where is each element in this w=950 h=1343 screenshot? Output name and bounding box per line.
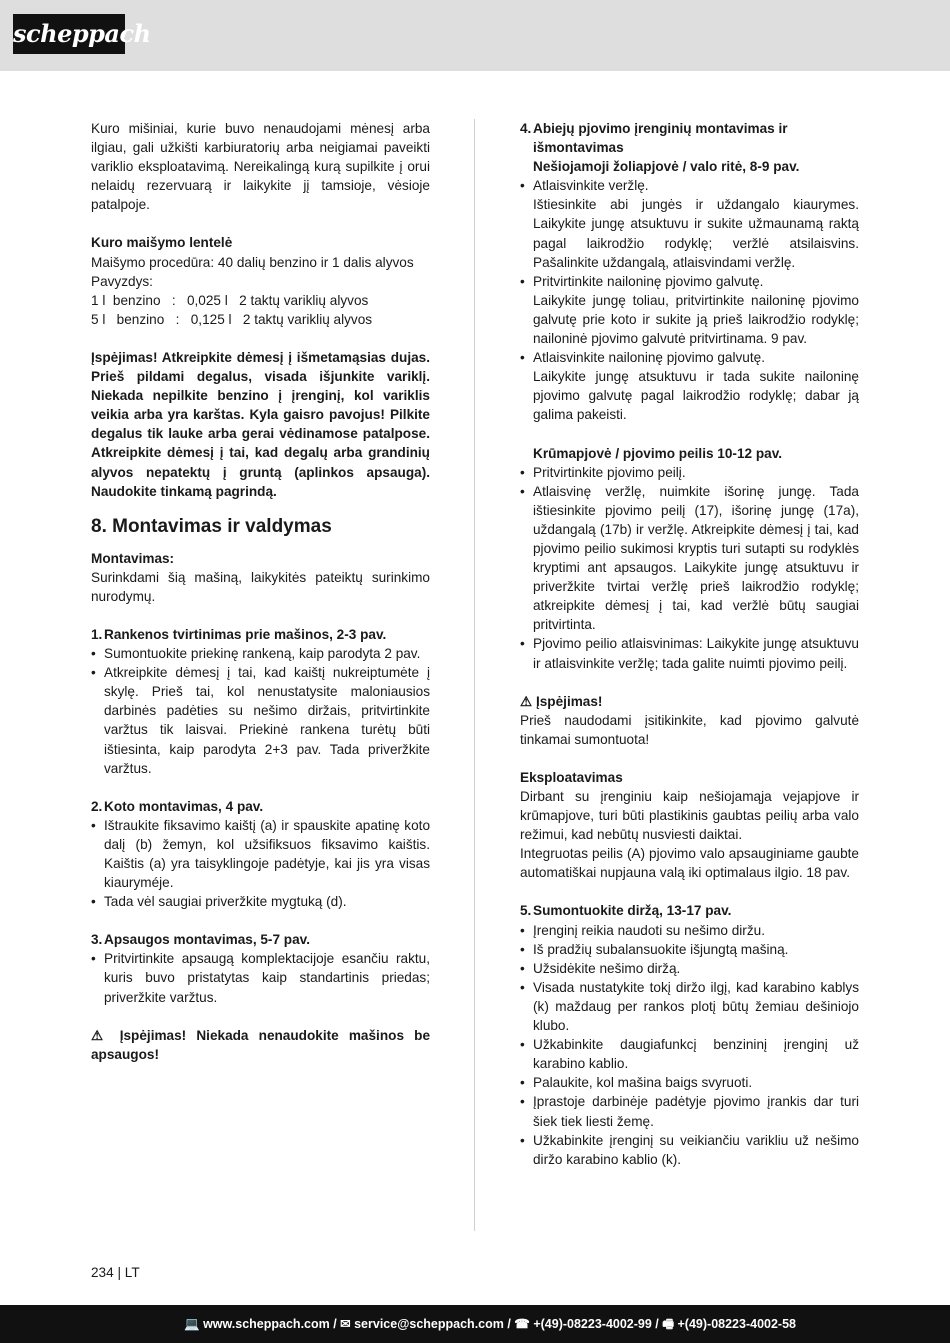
list-item: • Įrenginį reikia naudoti su nešimo diržu.	[520, 922, 765, 938]
mix-procedure: Maišymo procedūra: 40 dalių benzino ir 1 dalis alyvos	[91, 254, 414, 270]
step-title: Koto montavimas, 4 pav.	[104, 798, 264, 814]
page-header	[0, 0, 950, 71]
step-2-heading	[91, 797, 430, 816]
step-number: 4.	[520, 121, 532, 136]
step-5-heading	[520, 901, 859, 920]
list-item: • Atlaisvinkite nailoninę pjovimo galvutę.	[520, 350, 765, 366]
step-4-list-2	[520, 272, 859, 291]
eksploatavimas-text-1: Dirbant su įrenginiu kaip nešiojamąja vejapjove ir krūmapjove, turi būti plastikinis gaubtas peilių arba valo režimui, kad nebūtų nusviesti daiktai.	[520, 789, 859, 843]
list-item: • Atlaisvinkite veržlę.	[520, 178, 649, 194]
warning-text: Prieš naudodami įsitikinkite, kad pjovimo galvutė tinkamai sumontuota!	[520, 712, 859, 747]
warning-title: ⚠ Įspėjimas!	[520, 693, 603, 709]
list-item-detail: Ištiesinkite abi jungės ir uždangalo kiaurymes. Laikykite jungę atsuktuvu ir sukite užmaunamą raktą pagal laikrodžio rodyklę; veržlė atsilaisvins. Pašalinkite uždangalą, atlaisvindami veržlę.	[533, 197, 859, 270]
list-item: • Pritvirtinkite apsaugą komplektacijoje esančiu raktu, kuris buvo pristatytas kaip standartinis priedas; priveržkite varžtus.	[91, 951, 430, 1005]
page-separator: |	[117, 1265, 121, 1280]
list-item: • Atlaisvinę veržlę, nuimkite išorinę jungę. Tada ištiesinkite pjovimo peilį (17), išorinę jungę (17a), uždangalą (17b) ir veržlę. Atkreipkite dėmesį į tai, kad pjovimo peilio sukimosi kryptis turi sutapti su rodyklės kryptimi ant apsaugos. Laikykite jungę atsuktuvu ir priveržkite tvirtai veržlę prieš laikrodžio rodyklę; atkreipkite dėmesį į tai, kad veržlė būtų saugiai pritvirtinta.	[520, 483, 859, 633]
step-1-list	[91, 644, 430, 778]
left-column	[91, 119, 430, 1064]
krumapjove-title: Krūmapjovė / pjovimo peilis 10-12 pav.	[533, 445, 783, 461]
montavimas-title: Montavimas:	[91, 550, 175, 566]
step-number: 2.	[91, 798, 103, 814]
step-3-heading	[91, 930, 430, 949]
step-4-heading	[520, 119, 859, 157]
mix-row-2: 5 l benzino : 0,125 l 2 taktų variklių alyvos	[91, 311, 373, 327]
intro-paragraph: Kuro mišiniai, kurie buvo nenaudojami mėnesį arba ilgiau, gali užkišti karbiuratorių arba neigiamai paveikti variklio eksploatavimą. Nereikalingą kurą supilkite į orui nelaidų rezervuarą ir laikykite jį tamsioje, vėsioje patalpoje.	[91, 121, 430, 213]
step-4-list	[520, 176, 859, 195]
list-item: • Pjovimo peilio atlaisvinimas: Laikykite jungę atsuktuvu ir atlaisvinkite veržlę; tada galite nuimti pjovimo peilį.	[520, 636, 859, 671]
page-language: LT	[124, 1265, 140, 1280]
example-label: Pavyzdys:	[91, 273, 153, 289]
list-item: • Pritvirtinkite nailoninę pjovimo galvutę.	[520, 273, 764, 289]
list-item: • Tada vėl saugiai priveržkite mygtuką (d).	[91, 894, 347, 910]
warning-icon: ⚠	[520, 693, 533, 709]
step-5-list	[520, 921, 859, 1169]
list-item: • Užkabinkite daugiafunkcį benzininį įrenginį už karabino kablio.	[520, 1037, 859, 1072]
scheppach-logo: scheppach	[13, 14, 125, 54]
mix-row-1: 1 l benzino : 0,025 l 2 taktų variklių alyvos	[91, 292, 369, 308]
list-item-detail: Laikykite jungę atsuktuvu ir tada sukite nailoninę pjovimo galvutę pagal laikrodžio rodyklę; dabar ją galima pakeisti.	[533, 369, 859, 423]
list-item: • Iš pradžių subalansuokite išjungtą mašiną.	[520, 941, 789, 957]
page-number	[91, 1265, 140, 1280]
list-item: • Atkreipkite dėmesį į tai, kad kaištį nukreiptumėte į skylę. Prieš tai, kol nenustatysite maloniausios darbinės padėties su nešimo diržais, pritvirtinkite varžtus tik laisvai. Priekinė rankena turėtų būti ištiesinta, kaip parodyta 2+3 pav. Tada priveržkite varžtus.	[91, 665, 430, 776]
step-2-list	[91, 816, 430, 911]
step-1-heading	[91, 625, 430, 644]
warning-icon: ⚠	[91, 1027, 110, 1043]
list-item: • Užsidėkite nešimo diržą.	[520, 960, 681, 976]
step-title: Abiejų pjovimo įrenginių montavimas ir išmontavimas	[533, 121, 788, 156]
step-number: 5.	[520, 903, 532, 919]
list-item: • Ištraukite fiksavimo kaištį (a) ir spauskite apatinę koto dalį (b) žemyn, kol užsifiksuos fiksavimo kaištis. Kaištis (a) yra taisyklingoje padėtyje, kai jis yra visas kiauryméje.	[91, 817, 430, 891]
list-item: • Palaukite, kol mašina baigs svyruoti.	[520, 1075, 753, 1091]
list-item: • Įprastoje darbinėje padėtyje pjovimo įrankis dar turi šiek tiek liesti žemę.	[520, 1094, 859, 1129]
step-title: Apsaugos montavimas, 5-7 pav.	[104, 932, 310, 948]
page-number-value: 234	[91, 1265, 114, 1280]
list-item-detail: Laikykite jungę toliau, pritvirtinkite nailoninę pjovimo galvutę prie koto ir sukite ją prieš laikrodžio rodyklę; nailoninė pjovimo galvutė pritvirtinama. 9 pav.	[533, 292, 859, 347]
list-item: • Sumontuokite priekinę rankeną, kaip parodyta 2 pav.	[91, 646, 421, 662]
fuel-warning: Įspėjimas! Atkreipkite dėmesį į išmetamąsias dujas. Prieš pildami degalus, visada išjunkite variklį. Niekada nepilkite benzino į įrenginį, kol variklis veikia arba yra karštas. Kyla gaisro pavojus! Pilkite degalus tik lauke arba gerai vėdinamose patalpose. Atkreipkite dėmesį į tai, kad degalų arba grandinių alyvos nepatektų į gruntą (aplinkos apsauga). Naudokite tinkamą pagrindą.	[91, 349, 430, 499]
column-divider	[474, 119, 475, 1231]
step-title: Sumontuokite diržą, 13-17 pav.	[533, 903, 732, 919]
list-item: • Visada nustatykite tokį diržo ilgį, kad karabino kablys (k) maždaug per rankos plotį būtų žemiau dešiniojo klubo.	[520, 979, 859, 1034]
krumapjove-list	[520, 463, 859, 673]
eksploatavimas-title: Eksploatavimas	[520, 769, 623, 785]
right-column	[520, 119, 859, 1169]
eksploatavimas-text-2: Integruotas peilis (A) pjovimo valo apsauginiame gaubte automatiškai nupjauna valą iki optimalaus ilgio. 18 pav.	[520, 846, 859, 881]
step-number: 1.	[91, 626, 103, 642]
step-number: 3.	[91, 932, 103, 948]
step-4-list-3	[520, 348, 859, 367]
mix-table-title: Kuro maišymo lentelė	[91, 235, 233, 251]
step-4-subtitle: Nešiojamoji žoliapjovė / valo ritė, 8-9 pav.	[533, 159, 800, 175]
page-footer	[0, 1305, 950, 1343]
montavimas-text: Surinkdami šią mašiną, laikykitės pateiktų surinkimo nurodymų.	[91, 569, 430, 604]
guard-warning: ⚠ Įspėjimas! Niekada nenaudokite mašinos be apsaugos!	[91, 1027, 431, 1062]
step-3-list	[91, 949, 430, 1006]
list-item: • Pritvirtinkite pjovimo peilį.	[520, 464, 686, 480]
step-title: Rankenos tvirtinimas prie mašinos, 2-3 pav.	[104, 626, 387, 642]
list-item: • Užkabinkite įrenginį su veikiančiu varikliu už nešimo diržo karabino kablio (k).	[520, 1132, 859, 1167]
footer-contacts: 💻 www.scheppach.com / ✉ service@scheppach.com / ☎ +(49)-08223-4002-99 / 🖷 +(49)-08223-4002-58	[184, 1317, 796, 1331]
section-heading: 8. Montavimas ir valdymas	[91, 515, 332, 537]
